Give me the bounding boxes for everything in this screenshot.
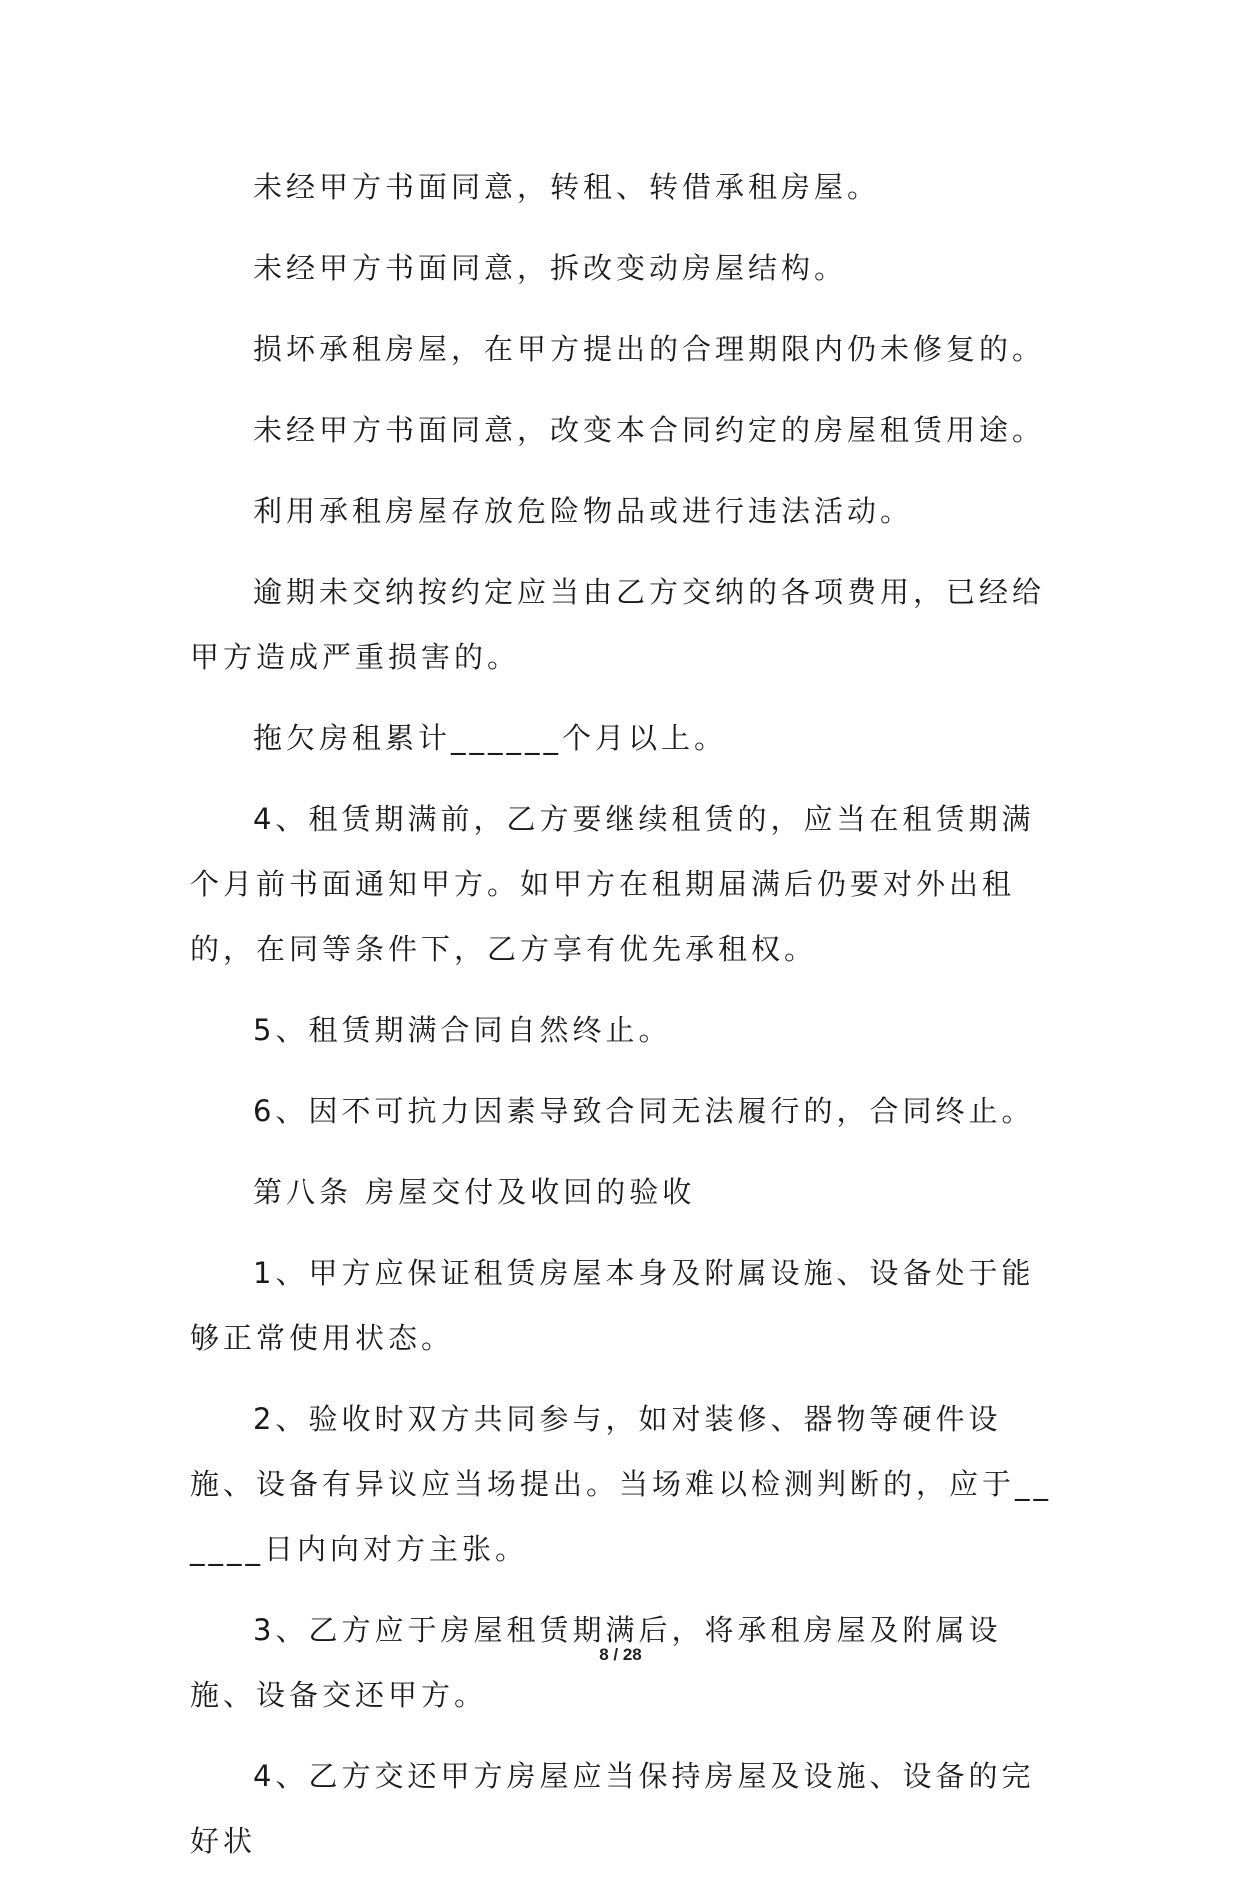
paragraph: 4、乙方交还甲方房屋应当保持房屋及设施、设备的完好状 <box>190 1759 1035 1858</box>
page-number: 8 / 28 <box>599 1645 642 1664</box>
section-heading: 第八条 房屋交付及收回的验收 <box>253 1175 696 1209</box>
paragraph: 拖欠房租累计______个月以上。 <box>253 721 728 755</box>
paragraph: 损坏承租房屋，在甲方提出的合理期限内仍未修复的。 <box>253 332 1046 366</box>
paragraph: 利用承租房屋存放危险物品或进行违法活动。 <box>253 494 914 528</box>
paragraph: 6、因不可抗力因素导致合同无法履行的，合同终止。 <box>253 1094 1035 1128</box>
paragraph: 3、乙方应于房屋租赁期满后，将承租房屋及附属设施、设备交还甲方。 <box>190 1613 1002 1712</box>
paragraph: 未经甲方书面同意，转租、转借承租房屋。 <box>253 170 881 204</box>
paragraph: 未经甲方书面同意，改变本合同约定的房屋租赁用途。 <box>253 413 1046 447</box>
paragraph: 未经甲方书面同意，拆改变动房屋结构。 <box>253 251 848 285</box>
paragraph: 2、验收时双方共同参与，如对装修、器物等硬件设施、设备有异议应当场提出。当场难以检测判断的，应于______日内向对方主张。 <box>190 1402 1053 1566</box>
paragraph: 4、租赁期满前，乙方要继续租赁的，应当在租赁期满个月前书面通知甲方。如甲方在租期届满后仍要对外出租的，在同等条件下，乙方享有优先承租权。 <box>190 802 1035 966</box>
paragraph: 逾期未交纳按约定应当由乙方交纳的各项费用，已经给甲方造成严重损害的。 <box>190 575 1046 674</box>
contract-body <box>190 155 1060 1890</box>
paragraph: 1、甲方应保证租赁房屋本身及附属设施、设备处于能够正常使用状态。 <box>190 1256 1035 1355</box>
paragraph: 5、租赁期满合同自然终止。 <box>253 1013 672 1047</box>
